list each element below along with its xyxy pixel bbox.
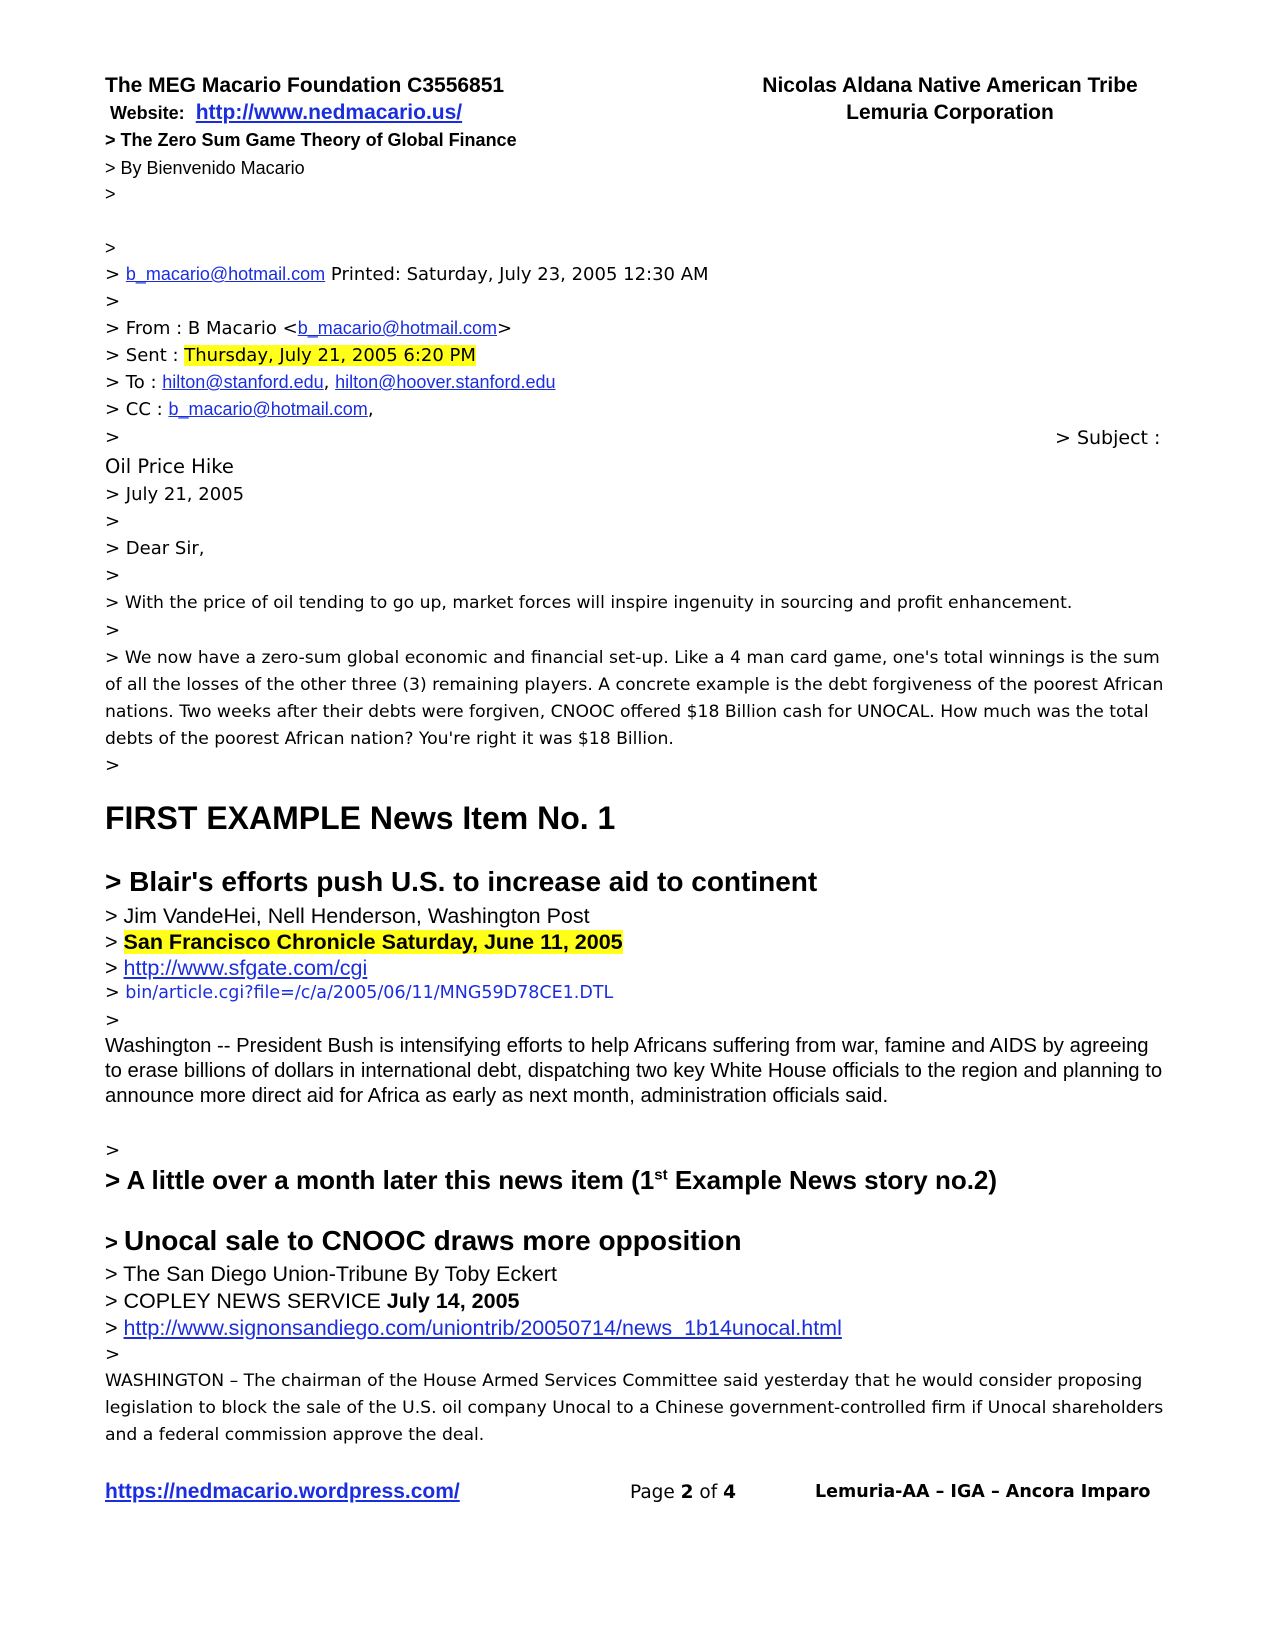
news-1-url-line-1: [105, 956, 367, 981]
cc-suffix: ,: [367, 399, 374, 420]
sent-date: Thursday, July 21, 2005 6:20 PM: [184, 345, 476, 366]
news-2-date: July 14, 2005: [386, 1289, 520, 1313]
news-2-body: WASHINGTON – The chairman of the House Armed Services Committee said yesterday that he would consider proposing legislation to block the sale of the U.S. oil company Unocal to a Chinese government-controlled firm if Unocal shareholders and a federal commission approve the deal.: [105, 1371, 1164, 1445]
news-1-source: San Francisco Chronicle Saturday, June 11, 2005: [123, 930, 623, 954]
cc-email-link[interactable]: b_macario@hotmail.com: [168, 399, 368, 419]
news-2-headline-line: [105, 1225, 742, 1257]
cc-label: > CC :: [105, 399, 169, 420]
website-row: [110, 101, 462, 125]
source-prefix: >: [105, 930, 124, 954]
transition-line: [105, 1165, 997, 1196]
website-label: Website:: [110, 103, 185, 123]
headline-prefix: >: [105, 1230, 124, 1255]
section-heading: [105, 800, 615, 837]
quote-marker: >: [105, 427, 121, 448]
corporation-name: Lemuria Corporation: [846, 101, 1054, 124]
transition-superscript: st: [654, 1166, 668, 1184]
printed-line: [105, 264, 709, 285]
url-prefix: >: [105, 956, 124, 980]
subject-label: > Subject :: [1055, 427, 1161, 449]
article-author: > By Bienvenido Macario: [105, 158, 305, 178]
printed-date: Printed: Saturday, July 23, 2005 12:30 AM: [325, 264, 709, 285]
quote-marker: >: [105, 565, 121, 586]
news-1-byline: > Jim VandeHei, Nell Henderson, Washington Post: [105, 904, 590, 928]
section-heading-bold: FIRST EXAMPLE: [105, 800, 362, 836]
foundation-name: The MEG Macario Foundation C3556851: [105, 74, 505, 97]
to-label: > To :: [105, 372, 163, 393]
sender-email-link[interactable]: b_macario@hotmail.com: [125, 264, 326, 284]
footer-tagline: Lemuria-AA – IGA – Ancora Imparo: [815, 1482, 1151, 1502]
to-email-link[interactable]: hilton@hoover.stanford.edu: [335, 372, 556, 392]
news-2-url-line: [105, 1316, 842, 1341]
tribe-name: Nicolas Aldana Native American Tribe: [762, 74, 1138, 97]
page-current: 2: [680, 1482, 694, 1503]
to-email-link[interactable]: hilton@stanford.edu: [162, 372, 324, 392]
page-total: 4: [723, 1482, 737, 1503]
quote-marker: >: [105, 1010, 121, 1031]
from-label: > From : B Macario <: [105, 318, 298, 339]
news-1-url-link[interactable]: http://www.sfgate.com/cgi: [123, 956, 368, 980]
page-of: of: [693, 1482, 724, 1503]
letter-paragraph-2: > We now have a zero-sum global economic and financial set-up. Like a 4 man card game, one's total winnings is the sum of all the losses of the other three (3) remaining players. A concrete example is the debt forgiveness of the poorest African nations. Two weeks after their debts were forgiven, CNOOC offered $18 Billion cash for UNOCAL. How much was the total debts of the poorest African nation? You're right it was $18 Billion.: [105, 648, 1164, 749]
from-suffix: >: [497, 318, 513, 339]
news-2-service: > COPLEY NEWS SERVICE: [105, 1289, 387, 1313]
from-line: [105, 318, 512, 339]
website-link[interactable]: http://www.nedmacario.us/: [195, 101, 463, 124]
news-2-byline: > The San Diego Union-Tribune By Toby Eckert: [105, 1262, 557, 1286]
from-email-link[interactable]: b_macario@hotmail.com: [297, 318, 498, 338]
subject-value: Oil Price Hike: [105, 455, 234, 478]
quote-marker: >: [105, 238, 116, 258]
news-2-service-line: [105, 1289, 519, 1314]
section-heading-rest: News Item No. 1: [361, 800, 616, 836]
news-1-url-line-2: [105, 983, 613, 1003]
letter-paragraph-1: > With the price of oil tending to go up, market forces will inspire ingenuity in sourcing and profit enhancement.: [105, 593, 1073, 613]
news-1-source-line: [105, 930, 623, 955]
news-1-headline: > Blair's efforts push U.S. to increase aid to continent: [105, 866, 818, 897]
footer-url-link[interactable]: https://nedmacario.wordpress.com/: [105, 1480, 460, 1503]
article-title: > The Zero Sum Game Theory of Global Finance: [105, 130, 517, 150]
quote-marker: >: [105, 291, 121, 312]
salutation: > Dear Sir,: [105, 538, 205, 559]
quote-marker: >: [105, 1140, 121, 1161]
quote-marker: >: [105, 755, 121, 776]
news-2-url-link[interactable]: http://www.signonsandiego.com/uniontrib/20050714/news_1b14unocal.html: [123, 1316, 842, 1340]
sent-label: > Sent :: [105, 345, 185, 366]
news-2-headline: Unocal sale to CNOOC draws more opposition: [123, 1225, 742, 1256]
quote-marker: >: [105, 264, 121, 285]
sent-line: [105, 345, 476, 366]
transition-text: > A little over a month later this news item (1: [105, 1165, 655, 1195]
page-number: [630, 1482, 736, 1503]
quote-marker: >: [105, 511, 121, 532]
letter-date: > July 21, 2005: [105, 484, 245, 505]
url-prefix: >: [105, 1316, 124, 1340]
to-separator: ,: [323, 372, 336, 393]
url-prefix: >: [105, 983, 126, 1003]
quote-marker: >: [105, 620, 121, 641]
news-1-body: Washington -- President Bush is intensifying efforts to help Africans suffering from war, famine and AIDS by agreeing to erase billions of dollars in international debt, dispatching two key White House officials to the region and planning to announce more direct aid for Africa as early as next month, administration officials said.: [105, 1035, 1163, 1107]
transition-text-end: Example News story no.2): [667, 1165, 998, 1195]
quote-marker: >: [105, 1344, 121, 1365]
cc-line: [105, 399, 374, 420]
page-label: Page: [630, 1482, 681, 1503]
news-1-url-continuation[interactable]: bin/article.cgi?file=/c/a/2005/06/11/MNG59D78CE1.DTL: [125, 983, 614, 1003]
to-line: [105, 372, 556, 393]
quote-marker: >: [105, 184, 116, 204]
